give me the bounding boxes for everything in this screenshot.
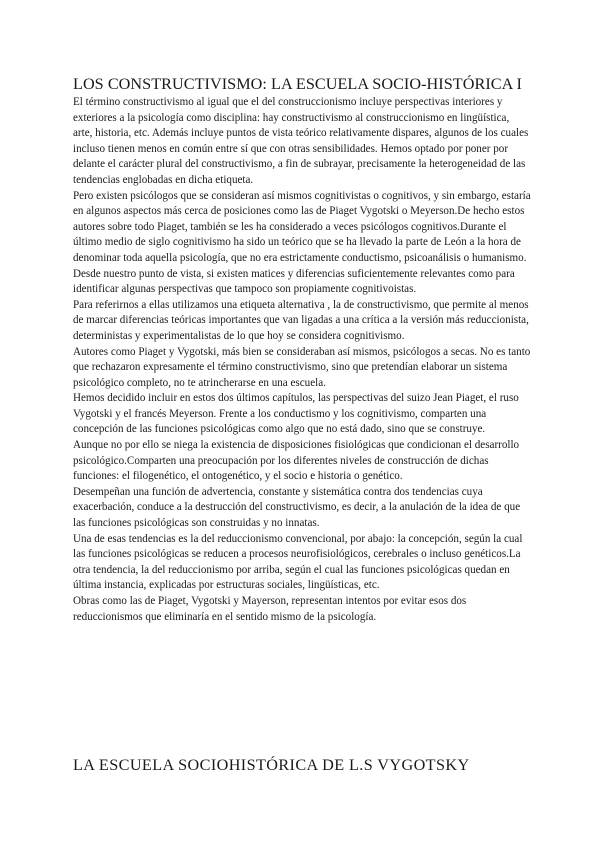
paragraph: Aunque no por ello se niega la existencia de disposiciones fisiológicas que condicionan el desarrollo psicológico.Comparten una preocupación por los diferentes niveles de construcción de dichas funciones: el filogenético, el ontogenético, y el socio e historia o genético. bbox=[73, 439, 520, 483]
paragraph: Desempeñan una función de advertencia, constante y sistemática contra dos tendencias cuya exacerbación, conduce a la destrucción del constructivismo, es decir, a la anulación de la idea de que las funciones psicológicas son construidas y no innatas. bbox=[73, 485, 521, 530]
paragraph: Pero existen psicólogos que se consideran así mismos cognitivistas o cognitivos, y sin embargo, estaría en algunos aspectos más cerca de posiciones como las de Piaget Vygotski o Meyerson.De hecho estos autores sobre todo Piaget, también se les ha considerado a veces psicólogos cognitivos.Durante el último medio de siglo cognitivismo ha sido un teórico que se ha llevado la parte de León a la hora de denominar toda aquella psicología, que no era estrictamente conductismo, psicoanálisis o humanismo. Desde nuestro punto de vista, si existen matices y diferencias suficientemente relevantes como para identificar algunas perspectivas que tampoco son propiamente cognitivoistas. bbox=[73, 189, 531, 296]
document-title: LOS CONSTRUCTIVISMO: LA ESCUELA SOCIO-HISTÓRICA I bbox=[73, 75, 522, 93]
paragraph: El término constructivismo al igual que el del construccionismo incluye perspectivas interiores y exteriores a la psicología como disciplina: hay constructivismo al construccionismo en lingüística, arte, historia, etc. Además incluye puntos de vista teórico relativamente dispares, algunos de los cuales incluso tienen menos en común entre sí que con otras sensibilidades. Hemos optado por poner por delante el carácter plural del constructivismo, a fin de subrayar, precisamente la heterogeneidad de las tendencias englobadas en dicha etiqueta. bbox=[73, 96, 529, 186]
document-body bbox=[73, 95, 531, 625]
paragraph: Hemos decidido incluir en estos dos últimos capítulos, las perspectivas del suizo Jean Piaget, el ruso Vygotski y el francés Meyerson. Frente a los conductismo y los cognitivismo, comparten una concepción de las funciones psicológicas como algo que no está dado, sino que se construye. bbox=[73, 392, 519, 436]
paragraph: Autores como Piaget y Vygotski, más bien se consideraban así mismos, psicólogos a secas. No es tanto que rechazaron expresamente el término constructivismo, sino que pretendían elaborar un sistema psicológico completo, no te atrincherarse en una escuela. bbox=[73, 345, 531, 389]
section-title: LA ESCUELA SOCIOHISTÓRICA DE L.S VYGOTSKY bbox=[73, 756, 470, 774]
paragraph: Para referirnos a ellas utilizamos una etiqueta alternativa , la de constructivismo, que permite al menos de marcar diferencias teóricas importantes que van ligadas a una crítica a la versión más reduccionista, deterministas y experimentalistas de lo que hoy se considera cognitivismo. bbox=[73, 298, 529, 342]
paragraph: Una de esas tendencias es la del reduccionismo convencional, por abajo: la concepción, según la cual las funciones psicológicas se reducen a procesos neurofisiológicos, cerebrales o incluso genéticos.La otra tendencia, la del reduccionismo por arriba, según el cual las funciones psicológicas quedan en última instancia, explicadas por estructuras sociales, lingüísticas, etc. bbox=[73, 532, 523, 592]
paragraph: Obras como las de Piaget, Vygotski y Mayerson, representan intentos por evitar esos dos reduccionismos que eliminaría en el sentido mismo de la psicología. bbox=[73, 595, 467, 623]
